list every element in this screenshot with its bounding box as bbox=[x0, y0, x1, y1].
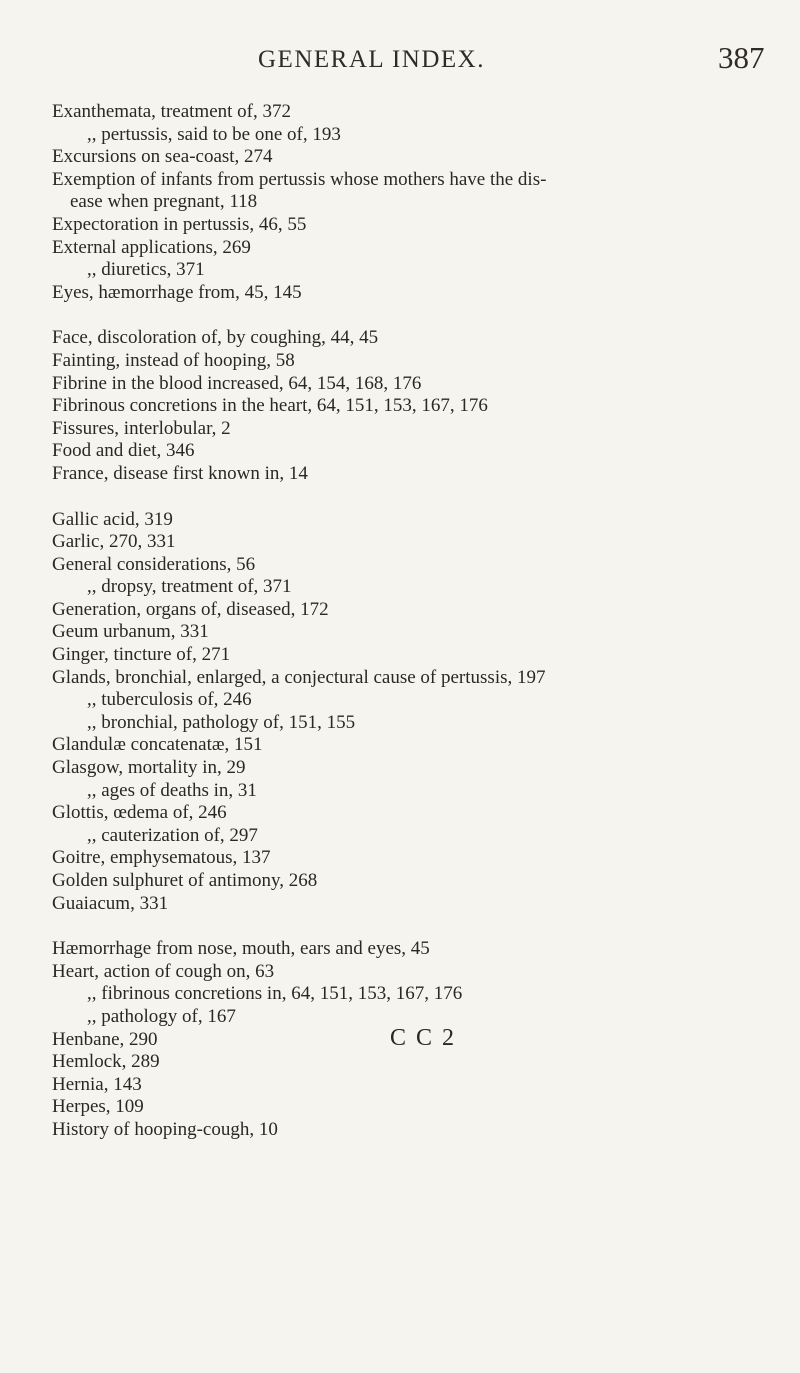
index-entry: Glasgow, mortality in, 29 bbox=[52, 757, 246, 779]
index-entry: Henbane, 290 bbox=[52, 1028, 158, 1050]
index-entry: Hemlock, 289 bbox=[52, 1051, 160, 1073]
index-entry: Exanthemata, treatment of, 372 bbox=[52, 101, 291, 122]
index-entry: Glandulæ concatenatæ, 151 bbox=[52, 734, 263, 756]
page-number: 387 bbox=[718, 40, 765, 75]
index-entry: Excursions on sea-coast, 274 bbox=[52, 146, 273, 168]
index-entry: General considerations, 56 bbox=[52, 553, 256, 575]
index-entry: Hæmorrhage from nose, mouth, ears and eyes, 45 bbox=[52, 938, 430, 960]
index-section-g bbox=[52, 509, 772, 916]
index-entry: Garlic, 270, 331 bbox=[52, 531, 176, 553]
index-entry: Gallic acid, 319 bbox=[52, 508, 173, 530]
index-entry: Golden sulphuret of antimony, 268 bbox=[52, 870, 318, 891]
index-entry: Guaiacum, 331 bbox=[52, 892, 169, 914]
signature-text: C C 2 bbox=[389, 1025, 456, 1051]
index-entry: Herpes, 109 bbox=[52, 1096, 144, 1118]
index-entry: Geum urbanum, 331 bbox=[52, 621, 209, 643]
index-entry: France, disease first known in, 14 bbox=[52, 462, 308, 484]
index-entry-continuation: ease when pregnant, 118 bbox=[70, 191, 258, 213]
index-subentry: ,, fibrinous concretions in, 64, 151, 153, 167, 176 bbox=[87, 983, 463, 1005]
index-section-e bbox=[52, 101, 772, 304]
index-entry: Ginger, tincture of, 271 bbox=[52, 644, 231, 666]
index-entry: History of hooping-cough, 10 bbox=[52, 1118, 278, 1140]
index-subentry: ,, bronchial, pathology of, 151, 155 bbox=[87, 711, 356, 733]
index-subentry: ,, dropsy, treatment of, 371 bbox=[87, 576, 292, 598]
index-section-f bbox=[52, 327, 772, 485]
index-entry: Expectoration in pertussis, 46, 55 bbox=[52, 213, 307, 235]
index-entry: Heart, action of cough on, 63 bbox=[52, 960, 275, 982]
index-entry: Glands, bronchial, enlarged, a conjectural cause of pertussis, 197 bbox=[52, 666, 546, 688]
signature-mark bbox=[0, 1025, 800, 1052]
index-body bbox=[52, 101, 772, 1142]
index-entry: External applications, 269 bbox=[52, 236, 251, 258]
index-entry: Fainting, instead of hooping, 58 bbox=[52, 349, 295, 371]
running-head: GENERAL INDEX. bbox=[258, 46, 485, 73]
index-entry: Glottis, œdema of, 246 bbox=[52, 802, 227, 824]
index-entry: Fibrinous concretions in the heart, 64, 151, 153, 167, 176 bbox=[52, 395, 488, 417]
index-entry: Fissures, interlobular, 2 bbox=[52, 417, 231, 439]
index-subentry: ,, ages of deaths in, 31 bbox=[87, 779, 257, 801]
index-entry: Hernia, 143 bbox=[52, 1073, 142, 1095]
index-entry: Goitre, emphysematous, 137 bbox=[52, 847, 271, 869]
index-subentry: ,, tuberculosis of, 246 bbox=[87, 689, 252, 711]
index-entry: Generation, organs of, diseased, 172 bbox=[52, 598, 329, 620]
index-subentry: ,, diuretics, 371 bbox=[87, 259, 205, 281]
page-header bbox=[0, 40, 800, 80]
index-entry: Fibrine in the blood increased, 64, 154, 168, 176 bbox=[52, 372, 422, 394]
index-entry: Eyes, hæmorrhage from, 45, 145 bbox=[52, 281, 302, 303]
index-entry: Food and diet, 346 bbox=[52, 440, 195, 462]
index-subentry: ,, cauterization of, 297 bbox=[87, 824, 258, 846]
index-entry: Exemption of infants from pertussis whose mothers have the dis- bbox=[52, 168, 547, 190]
index-entry: Face, discoloration of, by coughing, 44, 45 bbox=[52, 327, 379, 349]
index-subentry: ,, pathology of, 167 bbox=[87, 1005, 236, 1027]
index-subentry: ,, pertussis, said to be one of, 193 bbox=[87, 123, 341, 145]
